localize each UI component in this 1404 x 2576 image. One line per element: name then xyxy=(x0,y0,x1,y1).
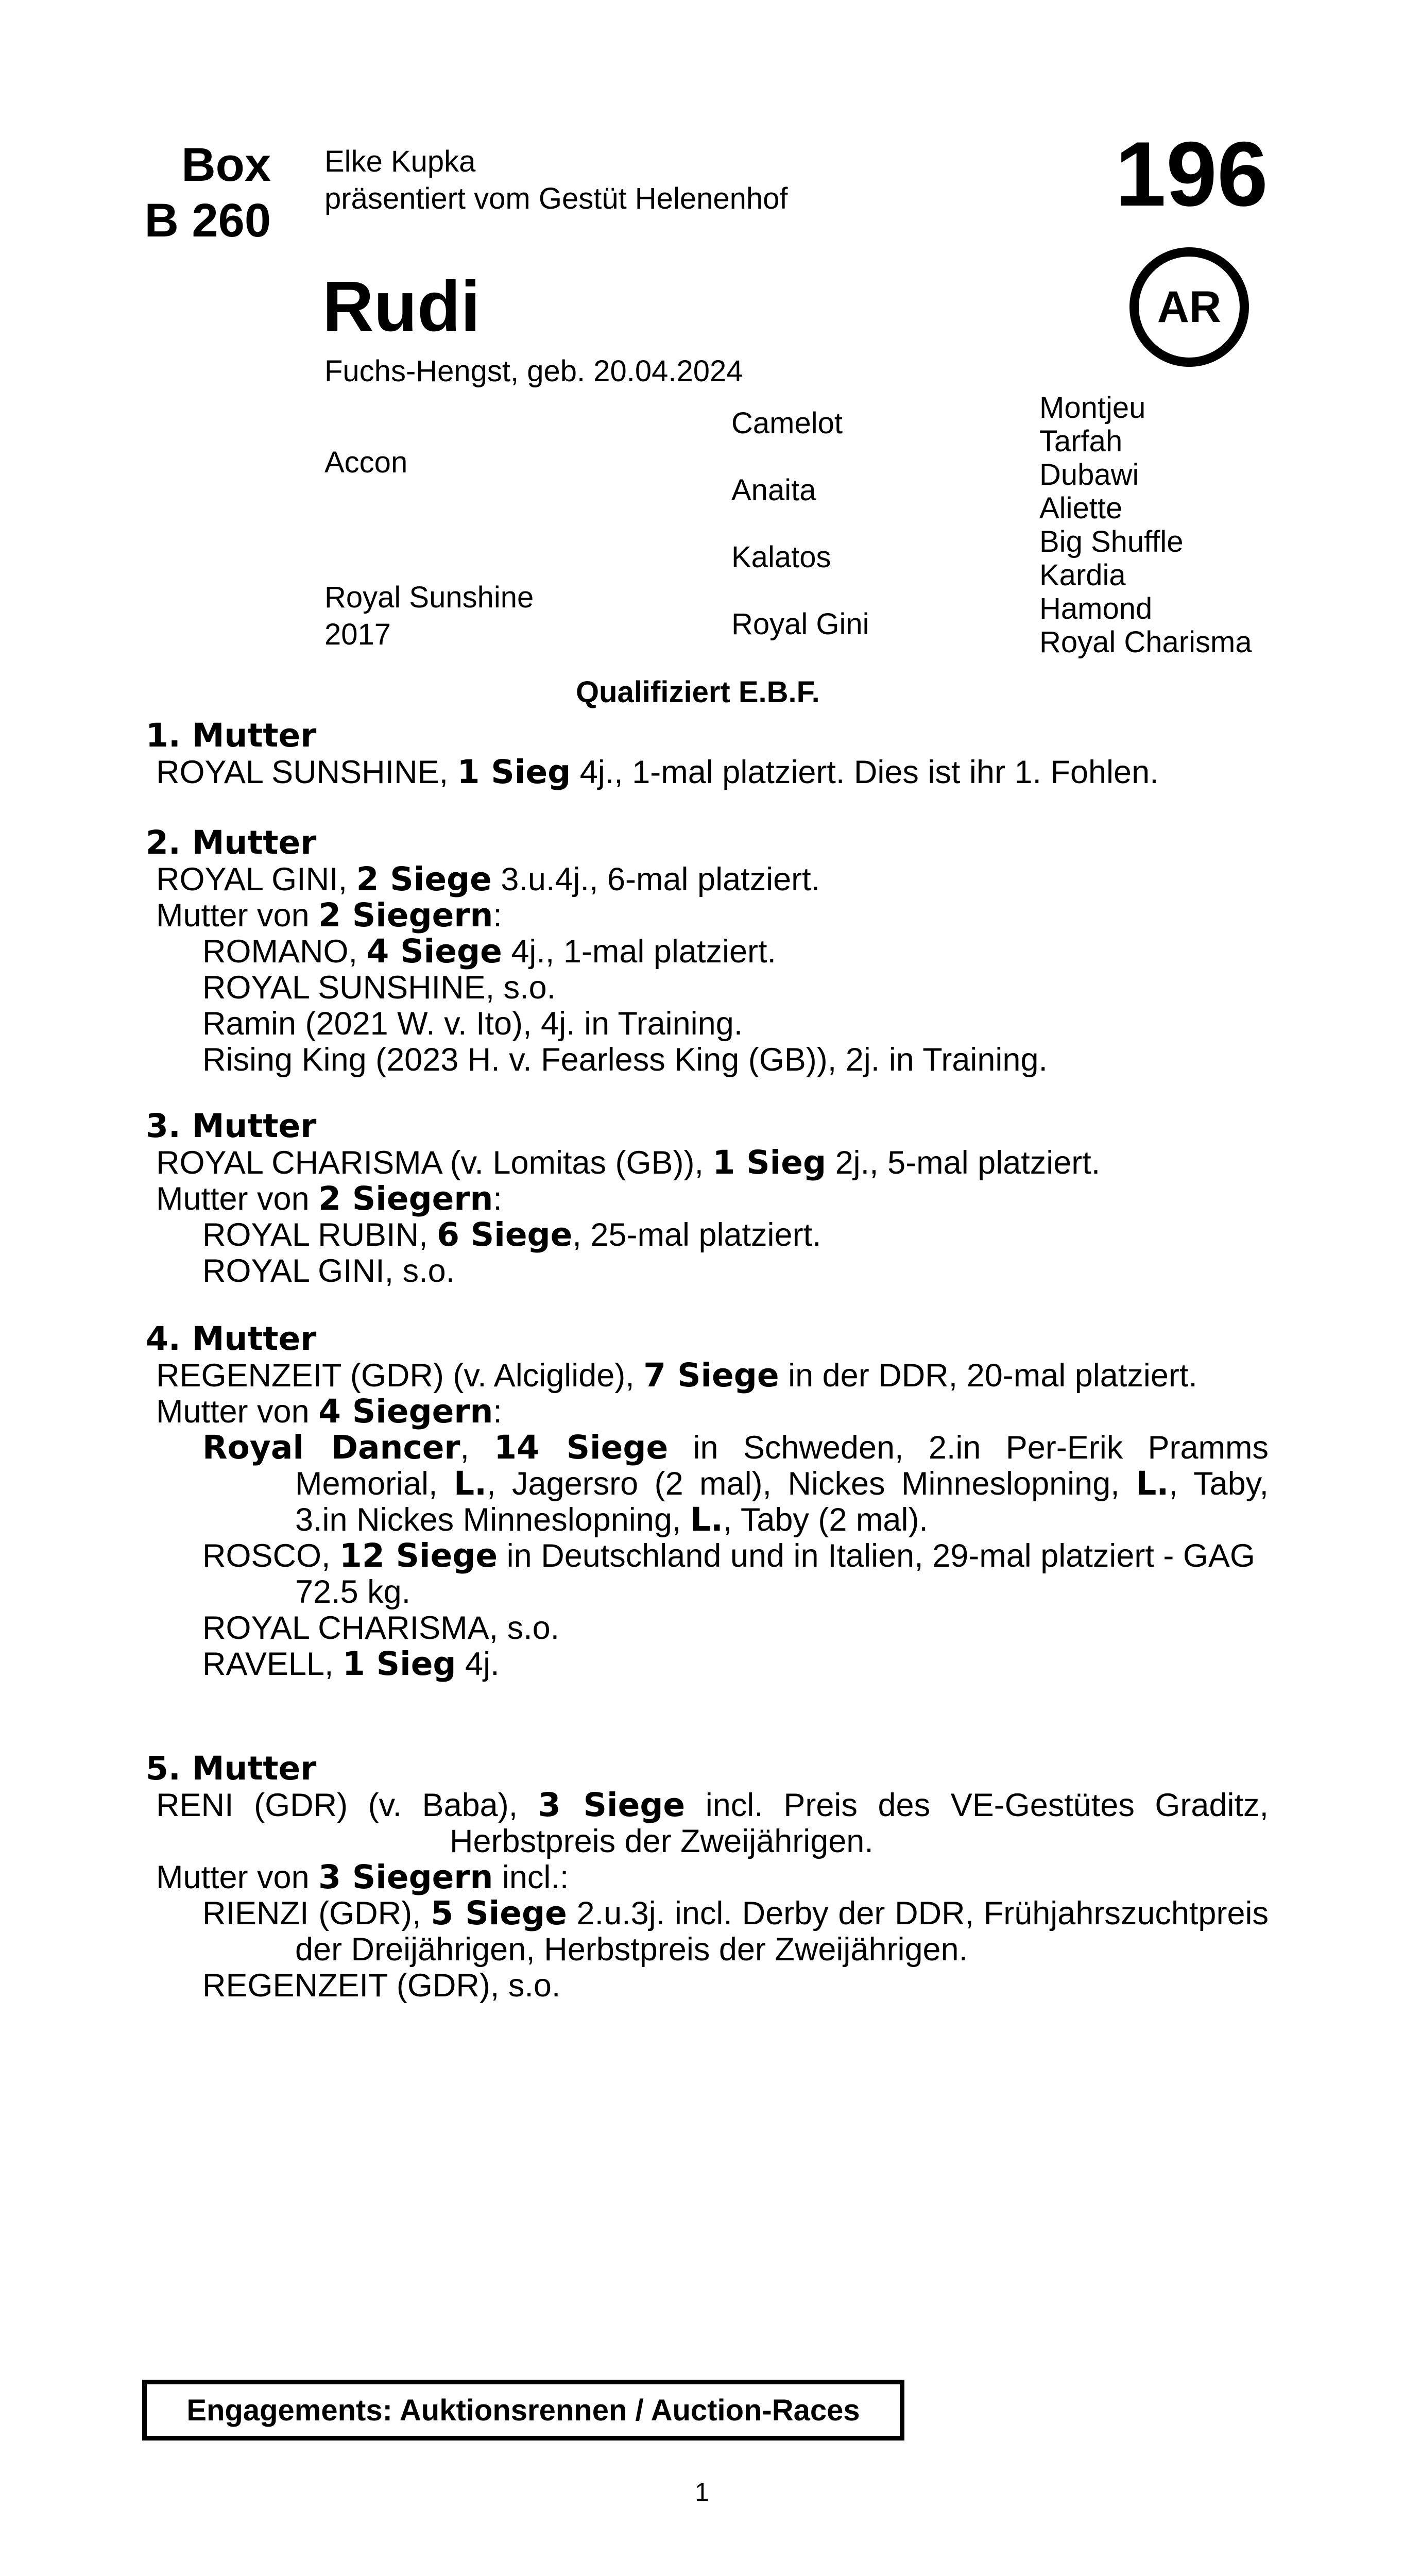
breeder-name: Elke Kupka xyxy=(324,145,476,178)
presented-by: präsentiert vom Gestüt Helenenhof xyxy=(324,182,788,215)
box-label: Box xyxy=(181,139,271,191)
produce-summary: Mutter von 2 Siegern: xyxy=(156,896,502,934)
offspring-entry: ROYAL RUBIN, 6 Siege, 25-mal platziert. xyxy=(202,1216,821,1253)
third-dam-section xyxy=(146,1108,1269,1289)
offspring-entry: Royal Dancer, 14 Siege in Schweden, 2.in Per-Erik Pramms Memorial, L., Jagersro (2 mal), Nickes Minneslopning, L., Taby, 3.in Nickes Minneslopning, L., Taby (2 mal). xyxy=(202,1429,1269,1538)
section-heading: 4. Mutter xyxy=(146,1320,317,1358)
offspring-entry: ROYAL GINI, s.o. xyxy=(202,1253,455,1289)
great-grandparent: Hamond xyxy=(1039,592,1153,625)
great-grandparent: Aliette xyxy=(1039,492,1123,525)
lot-number: 196 xyxy=(1115,123,1268,225)
section-heading: 2. Mutter xyxy=(146,824,317,861)
great-grandparent: Tarfah xyxy=(1039,425,1123,458)
offspring-entry: RIENZI (GDR), 5 Siege 2.u.3j. incl. Derby der DDR, Frühjahrszuchtpreis der Dreijährigen, Herbstpreis der Zweijährigen. xyxy=(202,1894,1269,1968)
offspring-entry: Rising King (2023 H. v. Fearless King (GB)), 2j. in Training. xyxy=(202,1042,1048,1078)
grandparent: Anaita xyxy=(731,473,816,507)
great-grandparent: Kardia xyxy=(1039,558,1126,592)
first-dam-section xyxy=(146,717,1269,790)
dam-record: ROYAL SUNSHINE, 1 Sieg 4j., 1-mal platziert. Dies ist ihr 1. Fohlen. xyxy=(156,753,1159,791)
great-grandparent: Montjeu xyxy=(1039,391,1146,425)
qualification: Qualifiziert E.B.F. xyxy=(576,675,820,709)
grandparent: Camelot xyxy=(731,406,843,440)
sire: Accon xyxy=(324,446,408,479)
engagements-text: Engagements: Auktionsrennen / Auction-Races xyxy=(186,2393,860,2427)
offspring-entry: Ramin (2021 W. v. Ito), 4j. in Training. xyxy=(202,1006,743,1042)
great-grandparent: Dubawi xyxy=(1039,458,1139,492)
produce-summary: Mutter von 2 Siegern: xyxy=(156,1180,502,1217)
section-heading: 3. Mutter xyxy=(146,1107,317,1145)
box-number: B 260 xyxy=(144,194,271,247)
fourth-dam-section xyxy=(146,1320,1269,1682)
page-number: 1 xyxy=(695,2478,709,2506)
produce-summary: Mutter von 4 Siegern: xyxy=(156,1393,502,1430)
fifth-dam-section xyxy=(146,1750,1269,2004)
dam-record: ROYAL CHARISMA (v. Lomitas (GB)), 1 Sieg 2j., 5-mal platziert. xyxy=(156,1144,1101,1181)
ar-badge-label: AR xyxy=(1157,282,1222,332)
offspring-entry: ROYAL CHARISMA, s.o. xyxy=(202,1610,560,1646)
horse-description: Fuchs-Hengst, geb. 20.04.2024 xyxy=(324,354,743,388)
engagements-box xyxy=(142,2380,904,2441)
offspring-entry: ROMANO, 4 Siege 4j., 1-mal platziert. xyxy=(202,933,776,970)
dam: Royal Sunshine xyxy=(324,581,534,614)
produce-summary: Mutter von 3 Siegern incl.: xyxy=(156,1858,569,1896)
dam-year: 2017 xyxy=(324,618,391,651)
section-heading: 5. Mutter xyxy=(146,1750,317,1787)
dam-record: ROYAL GINI, 2 Siege 3.u.4j., 6-mal platziert. xyxy=(156,860,820,898)
offspring-entry: REGENZEIT (GDR), s.o. xyxy=(202,1968,561,2004)
offspring-entry: ROYAL SUNSHINE, s.o. xyxy=(202,970,556,1006)
great-grandparent: Big Shuffle xyxy=(1039,525,1184,558)
offspring-entry: RAVELL, 1 Sieg 4j. xyxy=(202,1645,500,1683)
dam-record: REGENZEIT (GDR) (v. Alciglide), 7 Siege in der DDR, 20-mal platziert. xyxy=(156,1357,1197,1394)
horse-name: Rudi xyxy=(322,267,481,346)
great-grandparent: Royal Charisma xyxy=(1039,625,1252,659)
ar-badge xyxy=(1129,247,1249,367)
second-dam-section xyxy=(146,824,1269,1078)
section-heading: 1. Mutter xyxy=(146,717,317,754)
grandparent: Royal Gini xyxy=(731,607,869,641)
dam-record: RENI (GDR) (v. Baba), 3 Siege incl. Preis des VE-Gestütes Graditz, Herbstpreis der Zweijährigen. xyxy=(156,1786,1269,1859)
grandparent: Kalatos xyxy=(731,540,831,574)
offspring-entry: ROSCO, 12 Siege in Deutschland und in Italien, 29-mal platziert - GAG 72.5 kg. xyxy=(202,1537,1255,1610)
